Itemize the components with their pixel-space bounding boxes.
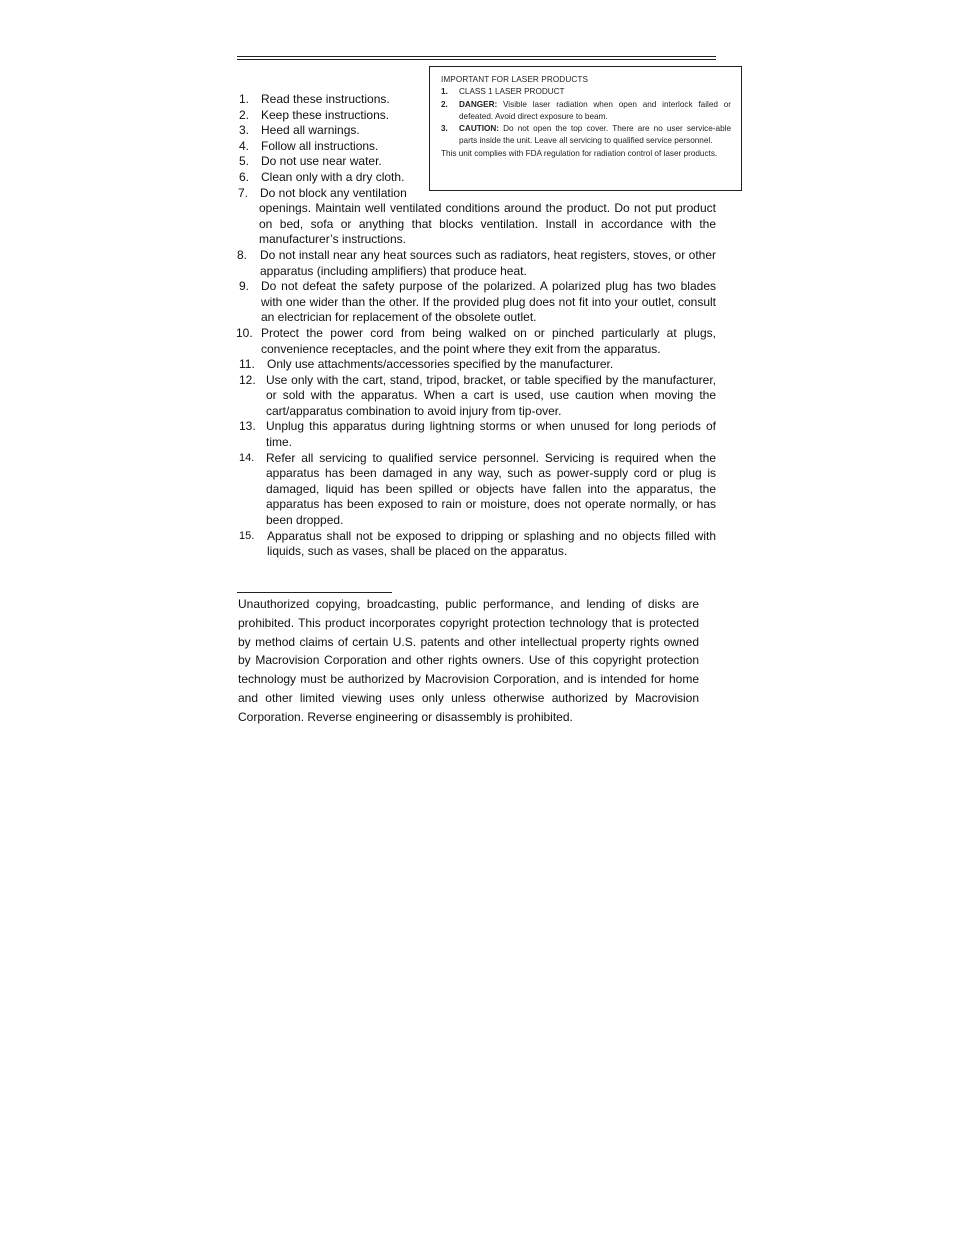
list-item-number: 15. xyxy=(239,529,255,542)
list-item xyxy=(237,154,716,170)
list-item-text: Refer all servicing to qualified service personnel. Servicing is required when the apparatus has been damaged in any way, such as power-supply cord or plug is damaged, liquid has been spilled or objects have fallen into the apparatus, the apparatus has been exposed to rain or moisture, does not operate normally, or has been dropped. xyxy=(266,450,716,528)
list-item-text: Protect the power cord from being walked on or pinched particularly at plugs, convenience receptacles, and the point where they exit from the apparatus. xyxy=(261,325,716,356)
list-item xyxy=(237,108,716,124)
list-item-number: 11. xyxy=(239,357,255,372)
list-item xyxy=(237,123,716,139)
list-item-number: 14. xyxy=(239,451,255,464)
list-item xyxy=(237,186,716,202)
safety-instructions-list xyxy=(237,92,716,560)
laser-box-footer: This unit complies with FDA regulation for radiation control of laser products. xyxy=(441,148,718,158)
list-item xyxy=(237,373,716,420)
laser-box-item-text: Visible laser radiation when open and interlock failed or defeated. Avoid direct exposure to beam. xyxy=(459,99,731,121)
laser-box-item-number: 3. xyxy=(441,124,448,134)
list-item xyxy=(237,92,716,108)
list-item-number: 2. xyxy=(239,107,250,122)
laser-box-item-label: DANGER: xyxy=(459,99,498,109)
list-item-number: 10. xyxy=(236,325,253,340)
list-item-text: openings. Maintain well ventilated conditions around the product. Do not put product on bed, sofa or anything that blocks ventilation. Install in accordance with the manufacturer’s instructions. xyxy=(259,201,716,247)
list-item-text: Apparatus shall not be exposed to dripping or splashing and no objects filled with liquids, such as vases, shall be placed on the apparatus. xyxy=(267,528,716,559)
list-item-text: Only use attachments/accessories specified by the manufacturer. xyxy=(267,357,614,372)
list-item-number: 5. xyxy=(239,154,250,169)
list-item-text: Follow all instructions. xyxy=(261,138,379,153)
list-item-number: 13. xyxy=(239,419,256,434)
list-item-number: 1. xyxy=(239,92,250,106)
list-item-text: Unplug this apparatus during lightning storms or when unused for long periods of time. xyxy=(266,419,716,450)
list-item-number: 9. xyxy=(239,279,250,294)
laser-box-title: IMPORTANT FOR LASER PRODUCTS xyxy=(441,75,589,84)
list-item xyxy=(237,419,716,450)
list-item-text: Do not use near water. xyxy=(261,154,382,169)
list-item-number: 4. xyxy=(239,138,250,153)
list-item xyxy=(237,139,716,155)
list-item xyxy=(237,248,716,279)
laser-box-item-number: 2. xyxy=(441,99,448,109)
list-item xyxy=(237,326,716,357)
list-item xyxy=(237,357,716,373)
list-item-text: Do not install near any heat sources such as radiators, heat registers, stoves, or other apparatus (including amplifiers) that produce heat. xyxy=(260,247,716,278)
list-item-text: Use only with the cart, stand, tripod, bracket, or table specified by the manufacturer, or sold with the apparatus. When a cart is used, use caution when moving the cart/apparatus combination to avoid injury from tip-over. xyxy=(266,372,716,418)
footnote-divider xyxy=(237,592,392,593)
list-item-number: 12. xyxy=(239,372,256,387)
laser-box-item-label: CAUTION: xyxy=(459,124,500,134)
list-item-text: Clean only with a dry cloth. xyxy=(261,169,405,184)
list-item xyxy=(237,170,716,186)
list-item-number: 7. xyxy=(238,185,249,200)
list-item-number: 6. xyxy=(239,169,250,184)
laser-box-item-text: Do not open the top cover. There are no user service-able parts inside the unit. Leave all servicing to qualified service personnel. xyxy=(459,124,732,146)
list-item-text: Do not block any ventilation xyxy=(260,185,407,200)
list-item-number: 3. xyxy=(239,123,250,138)
list-item-text: Do not defeat the safety purpose of the polarized. A polarized plug has two blades with one wider than the other. If the provided plug does not fit into your outlet, consult an electrician for replacement of the obsolete outlet. xyxy=(261,279,716,325)
header-rule-secondary xyxy=(237,59,716,60)
list-item xyxy=(237,451,716,529)
list-item-text: Heed all warnings. xyxy=(261,123,360,138)
list-item xyxy=(237,279,716,326)
copyright-notice: Unauthorized copying, broadcasting, public performance, and lending of disks are prohibited. This product incorporates copyright protection technology that is protected by method claims of certain U.S. patents and other intellectual property rights owned by Macrovision Corporation and other rights owners. Use of this copyright protection technology must be authorized by Macrovision Corporation, and is intended for home and other limited viewing uses only unless otherwise authorized by Macrovision Corporation. Reverse engineering or disassembly is prohibited. xyxy=(238,597,699,724)
laser-box-item-number: 1. xyxy=(441,87,448,97)
list-item-text: Keep these instructions. xyxy=(261,107,390,122)
laser-box-item-text: CLASS 1 LASER PRODUCT xyxy=(459,87,565,97)
header-rule xyxy=(237,56,716,57)
list-item-continuation xyxy=(237,201,716,248)
list-item-number: 8. xyxy=(237,247,248,262)
list-item xyxy=(237,529,716,560)
list-item-text: Read these instructions. xyxy=(261,92,390,106)
